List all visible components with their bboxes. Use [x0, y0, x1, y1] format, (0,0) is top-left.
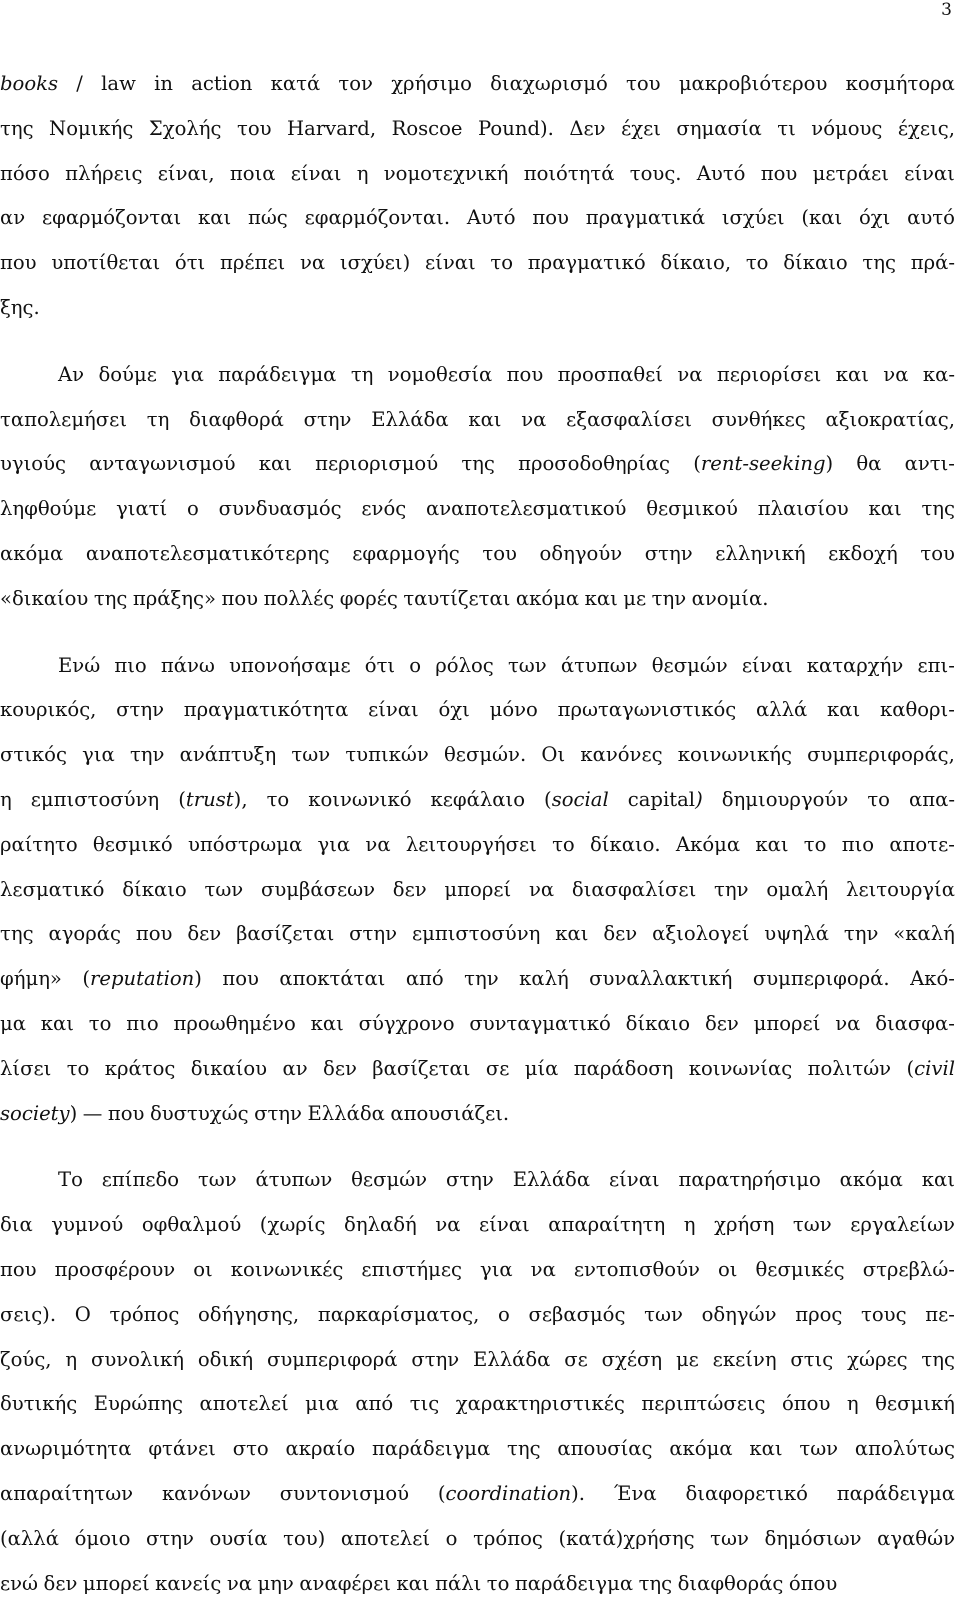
text-line: ταπολεμήσει τη διαφθορά στην Ελλάδα και να εξασφαλίσει συνθήκες αξιοκρατίας,	[0, 398, 955, 443]
text-line: της αγοράς που δεν βασίζεται στην εμπιστοσύνη και δεν αξιολογεί υψηλά την «καλή	[0, 912, 955, 957]
text-line: σεις). Ο τρόπος οδήγησης, παρκαρίσματος, ο σεβασμός των οδηγών προς τους πε-	[0, 1293, 955, 1338]
text-line: ενώ δεν μπορεί κανείς να μην αναφέρει και πάλι το παράδειγμα της διαφθοράς όπου	[0, 1562, 955, 1606]
text-line: books / law in action κατά τον χρήσιμο διαχωρισμό του μακροβιότερου κοσμήτορα	[0, 62, 955, 107]
text-line: πόσο πλήρεις είναι, ποια είναι η νομοτεχνική ποιότητά τους. Αυτό που μετράει είναι	[0, 152, 955, 197]
text-line: λεσματικό δίκαιο των συμβάσεων δεν μπορεί να διασφαλίσει την ομαλή λειτουργία	[0, 868, 955, 913]
text-line: «δικαίου της πράξης» που πολλές φορές ταυτίζεται ακόμα και με την ανομία.	[0, 577, 955, 622]
text-line: ανωριμότητα φτάνει στο ακραίο παράδειγμα της απουσίας ακόμα και των απολύτως	[0, 1427, 955, 1472]
text-line: ζούς, η συνολική οδική συμπεριφορά στην Ελλάδα σε σχέση με εκείνη στις χώρες της	[0, 1338, 955, 1383]
text-line: Αν δούμε για παράδειγμα τη νομοθεσία που προσπαθεί να περιορίσει και να κα-	[0, 353, 955, 398]
paragraph	[0, 644, 955, 1137]
text-line: (αλλά όμοιο στην ουσία του) αποτελεί ο τρόπος (κατά)χρήσης των δημόσιων αγαθών	[0, 1517, 955, 1562]
text-line: η εμπιστοσύνη (trust), το κοινωνικό κεφάλαιο (social capital) δημιουργούν το απα-	[0, 778, 955, 823]
paragraph	[0, 1158, 955, 1606]
text-line: δυτικής Ευρώπης αποτελεί μια από τις χαρακτηριστικές περιπτώσεις όπου η θεσμική	[0, 1382, 955, 1427]
text-line: υγιούς ανταγωνισμού και περιορισμού της προσοδοθηρίας (rent-seeking) θα αντι-	[0, 442, 955, 487]
text-line: δια γυμνού οφθαλμού (χωρίς δηλαδή να είναι απαραίτητη η χρήση των εργαλείων	[0, 1203, 955, 1248]
text-line: στικός για την ανάπτυξη των τυπικών θεσμών. Οι κανόνες κοινωνικής συμπεριφοράς,	[0, 733, 955, 778]
text-line: φήμη» (reputation) που αποκτάται από την καλή συναλλακτική συμπεριφορά. Ακό-	[0, 957, 955, 1002]
text-line: που προσφέρουν οι κοινωνικές επιστήμες για να εντοπισθούν οι θεσμικές στρεβλώ-	[0, 1248, 955, 1293]
paragraph-gap	[0, 622, 955, 644]
paragraph	[0, 353, 955, 622]
text-line: αν εφαρμόζονται και πώς εφαρμόζονται. Αυτό που πραγματικά ισχύει (και όχι αυτό	[0, 196, 955, 241]
text-line: που υποτίθεται ότι πρέπει να ισχύει) είναι το πραγματικό δίκαιο, το δίκαιο της πρά-	[0, 241, 955, 286]
text-line: απαραίτητων κανόνων συντονισμού (coordination). Ένα διαφορετικό παράδειγμα	[0, 1472, 955, 1517]
page-number: 3	[941, 0, 952, 20]
text-line: Ενώ πιο πάνω υπονοήσαμε ότι ο ρόλος των άτυπων θεσμών είναι καταρχήν επι-	[0, 644, 955, 689]
paragraph-gap	[0, 1136, 955, 1158]
text-line: της Νομικής Σχολής του Harvard, Roscoe Pound). Δεν έχει σημασία τι νόμους έχεις,	[0, 107, 955, 152]
text-line: ξης.	[0, 286, 955, 331]
text-line: ακόμα αναποτελεσματικότερης εφαρμογής του οδηγούν στην ελληνική εκδοχή του	[0, 532, 955, 577]
text-line: ραίτητο θεσμικό υπόστρωμα για να λειτουργήσει το δίκαιο. Ακόμα και το πιο αποτε-	[0, 823, 955, 868]
text-line: μα και το πιο προωθημένο και σύγχρονο συνταγματικό δίκαιο δεν μπορεί να διασφα-	[0, 1002, 955, 1047]
text-line: κουρικός, στην πραγματικότητα είναι όχι μόνο πρωταγωνιστικός αλλά και καθορι-	[0, 688, 955, 733]
text-line: ληφθούμε γιατί ο συνδυασμός ενός αναποτελεσματικού θεσμικού πλαισίου και της	[0, 487, 955, 532]
paragraph-gap	[0, 331, 955, 353]
body-text	[0, 62, 955, 1606]
text-line: society) — που δυστυχώς στην Ελλάδα απουσιάζει.	[0, 1092, 955, 1137]
text-line: λίσει το κράτος δικαίου αν δεν βασίζεται σε μία παράδοση κοινωνίας πολιτών (civil	[0, 1047, 955, 1092]
paragraph	[0, 62, 955, 331]
text-line: Το επίπεδο των άτυπων θεσμών στην Ελλάδα είναι παρατηρήσιμο ακόμα και	[0, 1158, 955, 1203]
